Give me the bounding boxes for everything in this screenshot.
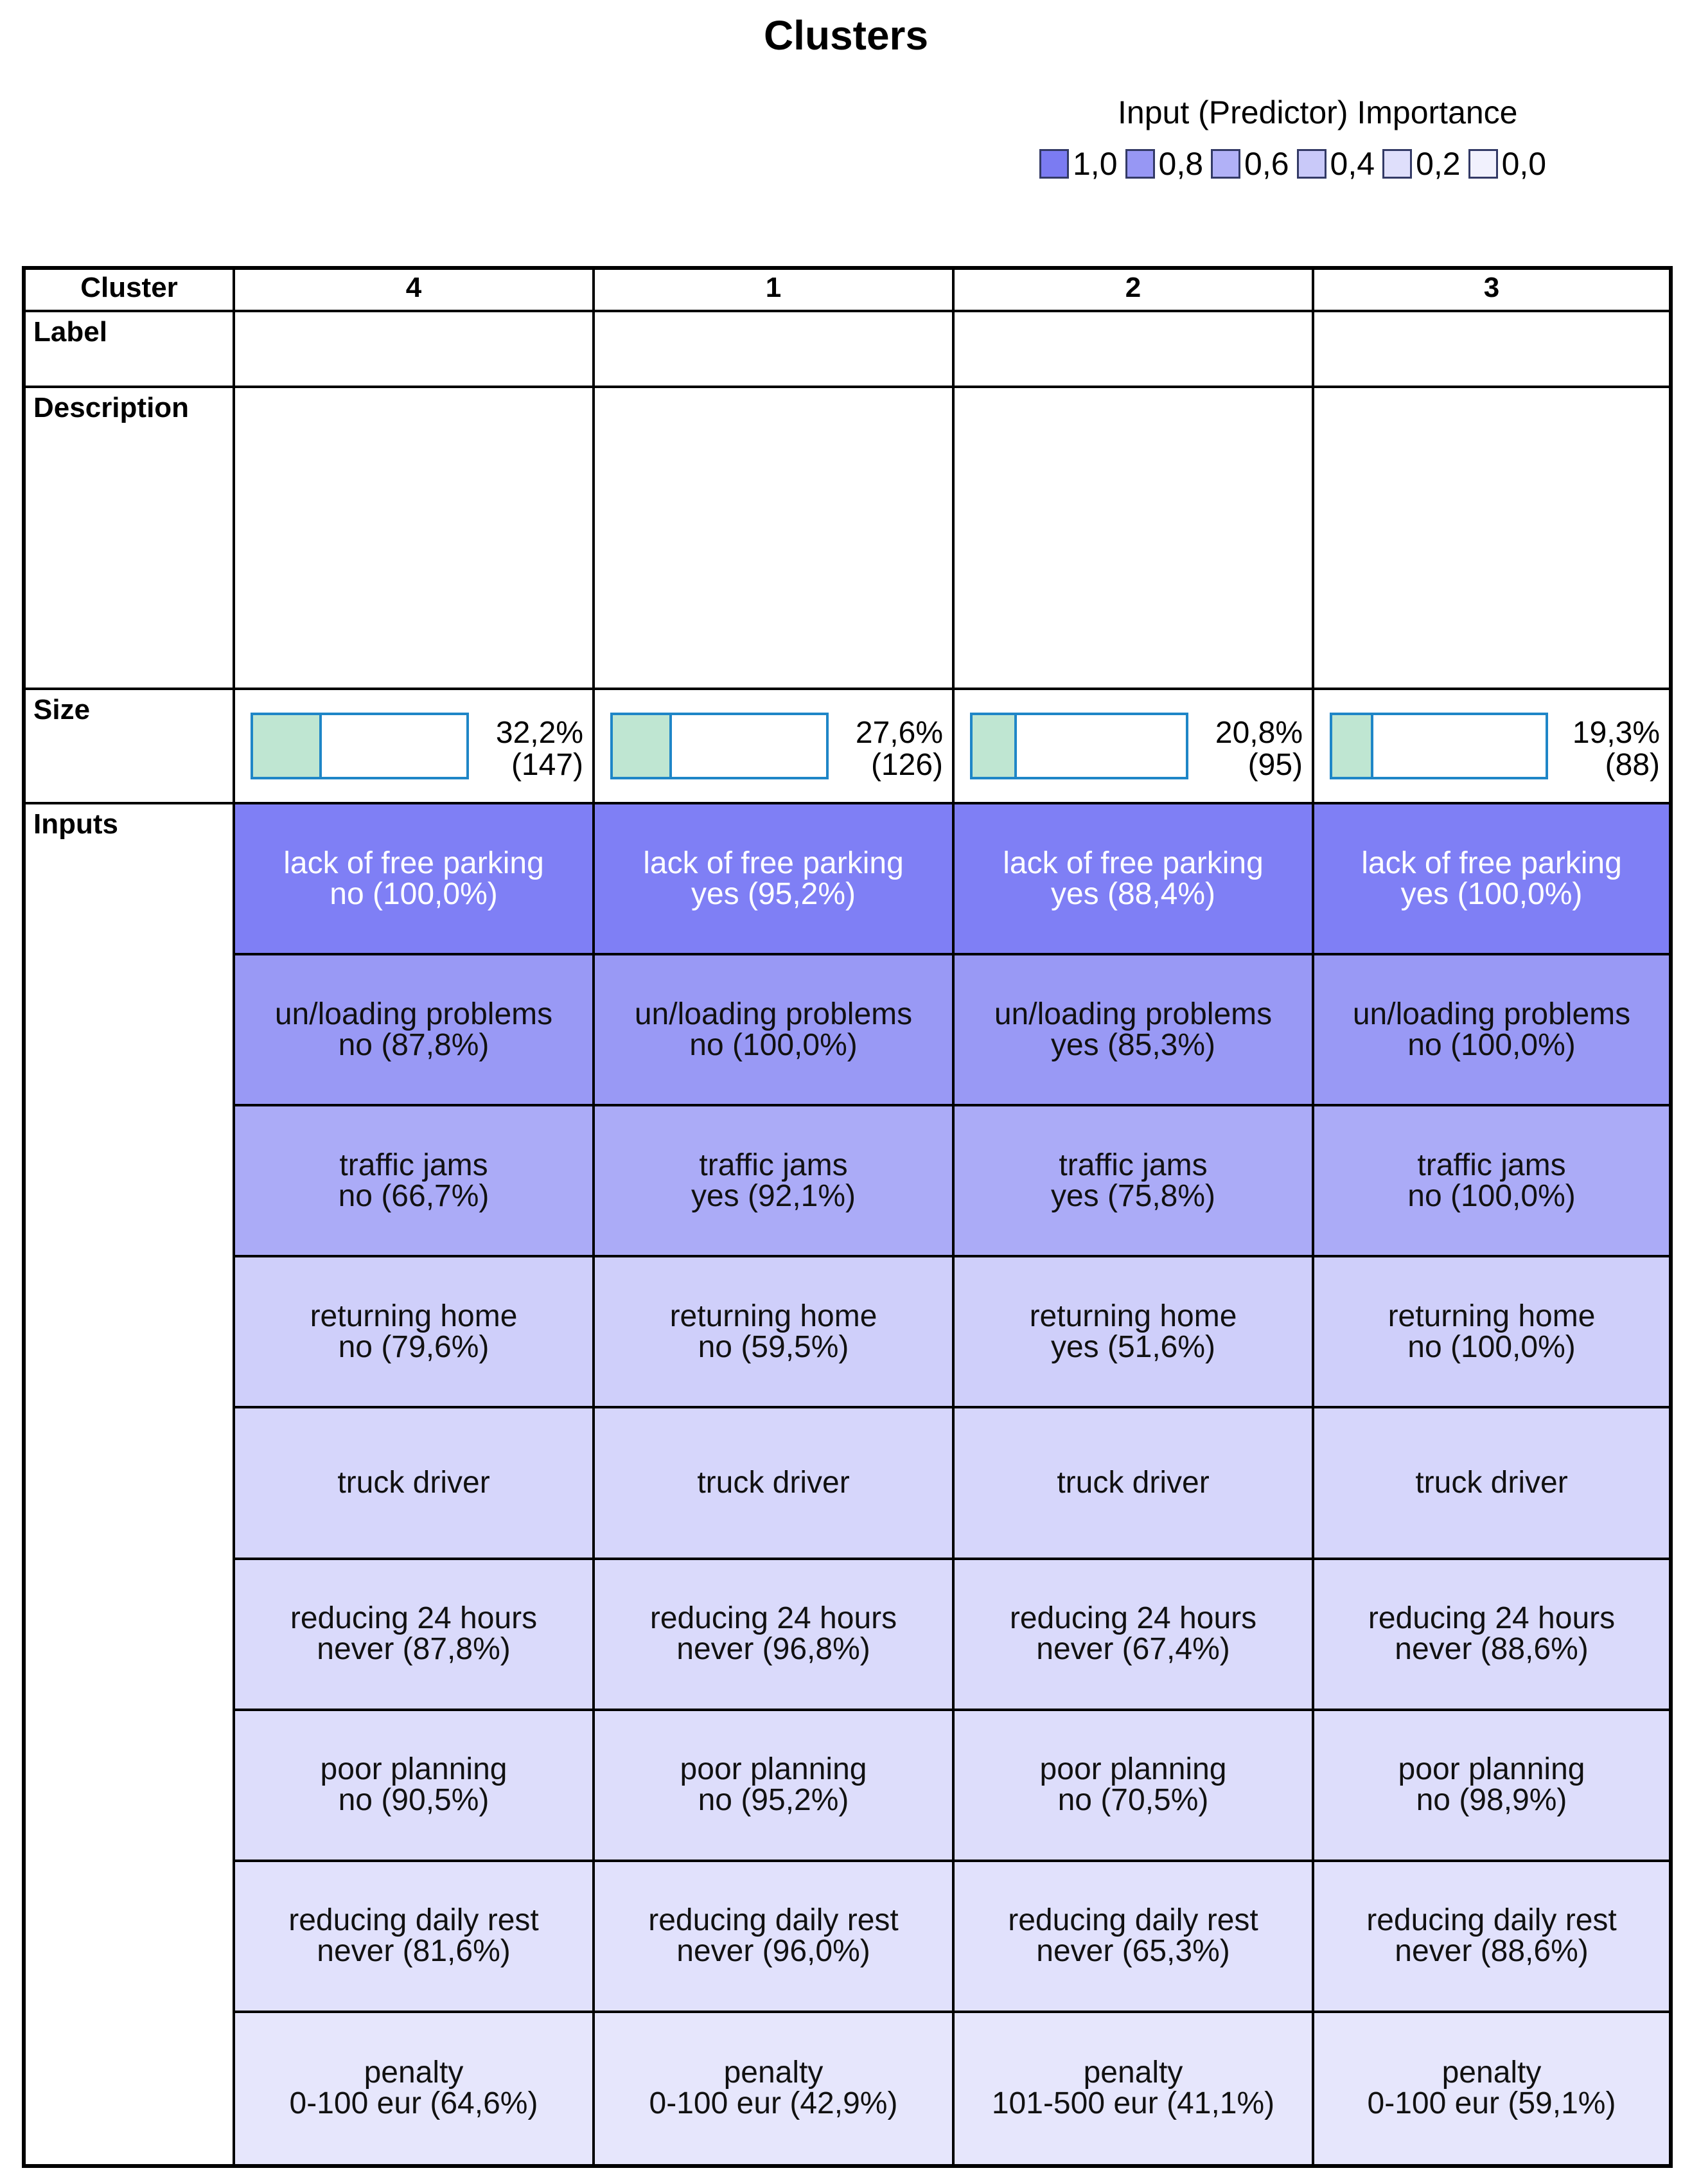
feature-value: never (87,8%)	[317, 1632, 511, 1667]
size-bar-fill	[973, 715, 1017, 777]
feature-name: traffic jams	[1417, 1148, 1566, 1182]
feature-cell[interactable]	[595, 2013, 955, 2164]
feature-name: truck driver	[1415, 1465, 1568, 1500]
feature-value: 0-100 eur (59,1%)	[1367, 2086, 1616, 2121]
feature-value: never (96,8%)	[676, 1632, 870, 1667]
feature-name: reducing 24 hours	[649, 1601, 897, 1636]
feature-name: reducing daily rest	[1366, 1903, 1617, 1938]
size-cell[interactable]	[1314, 690, 1669, 804]
size-bar	[970, 713, 1188, 779]
feature-cell[interactable]	[1314, 804, 1669, 955]
legend-label: 0,4	[1330, 146, 1375, 182]
feature-name: returning home	[669, 1299, 877, 1333]
feature-name: un/loading problems	[1352, 997, 1631, 1031]
legend-swatch	[1125, 149, 1155, 179]
feature-cell[interactable]	[235, 804, 595, 955]
feature-cell[interactable]	[235, 1711, 595, 1862]
feature-name: traffic jams	[699, 1148, 848, 1182]
feature-cell[interactable]	[595, 1862, 955, 2013]
size-count: (126)	[870, 748, 943, 782]
legend-label: 0,0	[1501, 146, 1547, 182]
feature-cell[interactable]	[595, 804, 955, 955]
legend-title: Input (Predictor) Importance	[1118, 94, 1518, 130]
feature-value: 0-100 eur (64,6%)	[289, 2086, 538, 2121]
feature-cell[interactable]	[955, 1711, 1314, 1862]
cluster-header: Cluster	[26, 270, 235, 312]
cluster-id[interactable]: 3	[1314, 270, 1669, 312]
size-percent: 32,2%	[495, 716, 583, 750]
size-percent: 20,8%	[1215, 716, 1303, 750]
feature-value: yes (95,2%)	[691, 876, 856, 911]
feature-cell[interactable]	[595, 1106, 955, 1257]
label-row-header: Label	[26, 312, 235, 388]
feature-name: poor planning	[320, 1752, 507, 1787]
legend-item	[1382, 145, 1461, 182]
legend-swatch	[1382, 149, 1412, 179]
feature-name: truck driver	[1057, 1465, 1210, 1500]
feature-cell[interactable]	[235, 2013, 595, 2164]
feature-name: traffic jams	[1059, 1148, 1208, 1182]
feature-value: never (81,6%)	[317, 1934, 511, 1969]
cluster-id[interactable]: 1	[595, 270, 955, 312]
feature-cell[interactable]	[235, 1560, 595, 1711]
feature-name: un/loading problems	[634, 997, 913, 1031]
feature-cell[interactable]	[595, 955, 955, 1106]
cluster-table	[22, 266, 1673, 2168]
feature-value: yes (51,6%)	[1050, 1329, 1216, 1364]
size-row-header: Size	[26, 690, 235, 804]
size-bar	[1330, 713, 1548, 779]
feature-cell[interactable]	[595, 1257, 955, 1408]
feature-cell[interactable]	[595, 1711, 955, 1862]
size-text	[496, 717, 583, 781]
size-percent: 27,6%	[855, 716, 943, 750]
size-count: (147)	[511, 748, 583, 782]
page-title: Clusters	[763, 12, 929, 58]
feature-cell[interactable]	[1314, 2013, 1669, 2164]
size-bar-fill	[1332, 715, 1373, 777]
size-cell[interactable]	[955, 690, 1314, 804]
feature-value: yes (88,4%)	[1050, 876, 1216, 911]
description-row-header: Description	[26, 388, 235, 690]
feature-value: yes (100,0%)	[1400, 876, 1583, 911]
description-cell[interactable]	[1314, 388, 1669, 690]
legend-label: 0,6	[1244, 146, 1289, 182]
feature-cell[interactable]	[235, 1257, 595, 1408]
size-bar-fill	[613, 715, 672, 777]
feature-value: no (95,2%)	[698, 1783, 849, 1818]
legend-swatch	[1211, 149, 1240, 179]
feature-name: penalty	[1441, 2055, 1542, 2090]
feature-cell[interactable]	[1314, 1106, 1669, 1257]
size-bar-fill	[253, 715, 322, 777]
feature-value: yes (75,8%)	[1050, 1178, 1216, 1213]
legend-item	[1468, 145, 1547, 182]
feature-cell[interactable]	[235, 955, 595, 1106]
feature-value: 0-100 eur (42,9%)	[649, 2086, 898, 2121]
feature-name: reducing 24 hours	[1368, 1601, 1616, 1636]
feature-value: yes (92,1%)	[691, 1178, 856, 1213]
size-bar	[610, 713, 829, 779]
size-count: (88)	[1605, 748, 1660, 782]
feature-cell[interactable]	[595, 1408, 955, 1559]
feature-name: reducing 24 hours	[290, 1601, 538, 1636]
feature-cell[interactable]	[235, 1862, 595, 2013]
feature-name: lack of free parking	[283, 846, 544, 880]
feature-name: returning home	[1388, 1299, 1596, 1333]
feature-value: no (87,8%)	[338, 1027, 489, 1062]
feature-name: lack of free parking	[1003, 846, 1264, 880]
feature-value: no (100,0%)	[1407, 1329, 1576, 1364]
size-text	[856, 717, 943, 781]
feature-cell[interactable]	[955, 955, 1314, 1106]
feature-cell[interactable]	[595, 1560, 955, 1711]
feature-cell[interactable]	[235, 1408, 595, 1559]
feature-name: un/loading problems	[274, 997, 553, 1031]
legend-item	[1125, 145, 1204, 182]
feature-value: no (100,0%)	[330, 876, 498, 911]
legend-label: 0,2	[1416, 146, 1461, 182]
feature-cell[interactable]	[955, 2013, 1314, 2164]
feature-name: reducing daily rest	[288, 1903, 539, 1938]
feature-name: truck driver	[697, 1465, 850, 1500]
feature-value: no (90,5%)	[338, 1783, 489, 1818]
legend-swatch	[1039, 149, 1069, 179]
feature-cell[interactable]	[955, 1257, 1314, 1408]
feature-value: yes (85,3%)	[1050, 1027, 1216, 1062]
label-cell[interactable]	[955, 312, 1314, 388]
feature-value: no (100,0%)	[689, 1027, 858, 1062]
inputs-row-header: Inputs	[26, 804, 235, 2164]
feature-name: reducing daily rest	[648, 1903, 899, 1938]
size-text	[1573, 717, 1660, 781]
feature-value: no (100,0%)	[1407, 1027, 1576, 1062]
legend-label: 0,8	[1158, 146, 1204, 182]
feature-name: reducing daily rest	[1008, 1903, 1258, 1938]
feature-name: traffic jams	[339, 1148, 488, 1182]
feature-name: truck driver	[337, 1465, 490, 1500]
feature-name: penalty	[1083, 2055, 1183, 2090]
description-cell[interactable]	[955, 388, 1314, 690]
size-text	[1215, 717, 1303, 781]
feature-name: un/loading problems	[994, 997, 1273, 1031]
feature-name: reducing 24 hours	[1009, 1601, 1257, 1636]
feature-cell[interactable]	[1314, 1862, 1669, 2013]
feature-cell[interactable]	[955, 1408, 1314, 1559]
feature-cell[interactable]	[955, 1862, 1314, 2013]
feature-cell[interactable]	[1314, 955, 1669, 1106]
size-cell[interactable]	[235, 690, 595, 804]
feature-cell[interactable]	[955, 804, 1314, 955]
feature-name: poor planning	[1039, 1752, 1227, 1787]
feature-value: no (98,9%)	[1416, 1783, 1567, 1818]
feature-cell[interactable]	[235, 1106, 595, 1257]
size-percent: 19,3%	[1572, 716, 1660, 750]
feature-value: never (88,6%)	[1395, 1632, 1589, 1667]
cluster-id[interactable]: 4	[235, 270, 595, 312]
description-cell[interactable]	[235, 388, 595, 690]
feature-value: 101-500 eur (41,1%)	[991, 2086, 1275, 2121]
size-count: (95)	[1247, 748, 1303, 782]
size-bar	[251, 713, 469, 779]
legend-label: 1,0	[1073, 146, 1118, 182]
importance-legend	[1039, 146, 1554, 181]
feature-value: no (66,7%)	[338, 1178, 489, 1213]
feature-name: lack of free parking	[643, 846, 904, 880]
feature-cell[interactable]	[1314, 1257, 1669, 1408]
label-cell[interactable]	[1314, 312, 1669, 388]
legend-item	[1039, 145, 1118, 182]
legend-item	[1297, 145, 1375, 182]
feature-value: no (79,6%)	[338, 1329, 489, 1364]
legend-swatch	[1297, 149, 1326, 179]
feature-value: never (65,3%)	[1036, 1934, 1230, 1969]
feature-value: no (100,0%)	[1407, 1178, 1576, 1213]
cluster-id[interactable]: 2	[955, 270, 1314, 312]
feature-cell[interactable]	[1314, 1408, 1669, 1559]
feature-name: returning home	[310, 1299, 518, 1333]
feature-value: never (67,4%)	[1036, 1632, 1230, 1667]
feature-value: no (59,5%)	[698, 1329, 849, 1364]
feature-cell[interactable]	[955, 1560, 1314, 1711]
feature-name: poor planning	[1398, 1752, 1585, 1787]
feature-value: never (88,6%)	[1395, 1934, 1589, 1969]
description-cell[interactable]	[595, 388, 955, 690]
size-cell[interactable]	[595, 690, 955, 804]
legend-item	[1211, 145, 1289, 182]
feature-name: penalty	[364, 2055, 464, 2090]
label-cell[interactable]	[595, 312, 955, 388]
feature-cell[interactable]	[955, 1106, 1314, 1257]
legend-swatch	[1468, 149, 1498, 179]
feature-value: no (70,5%)	[1057, 1783, 1209, 1818]
feature-cell[interactable]	[1314, 1711, 1669, 1862]
feature-name: lack of free parking	[1361, 846, 1622, 880]
label-cell[interactable]	[235, 312, 595, 388]
feature-name: poor planning	[680, 1752, 867, 1787]
feature-name: penalty	[723, 2055, 824, 2090]
feature-value: never (96,0%)	[676, 1934, 870, 1969]
feature-cell[interactable]	[1314, 1560, 1669, 1711]
feature-name: returning home	[1029, 1299, 1237, 1333]
